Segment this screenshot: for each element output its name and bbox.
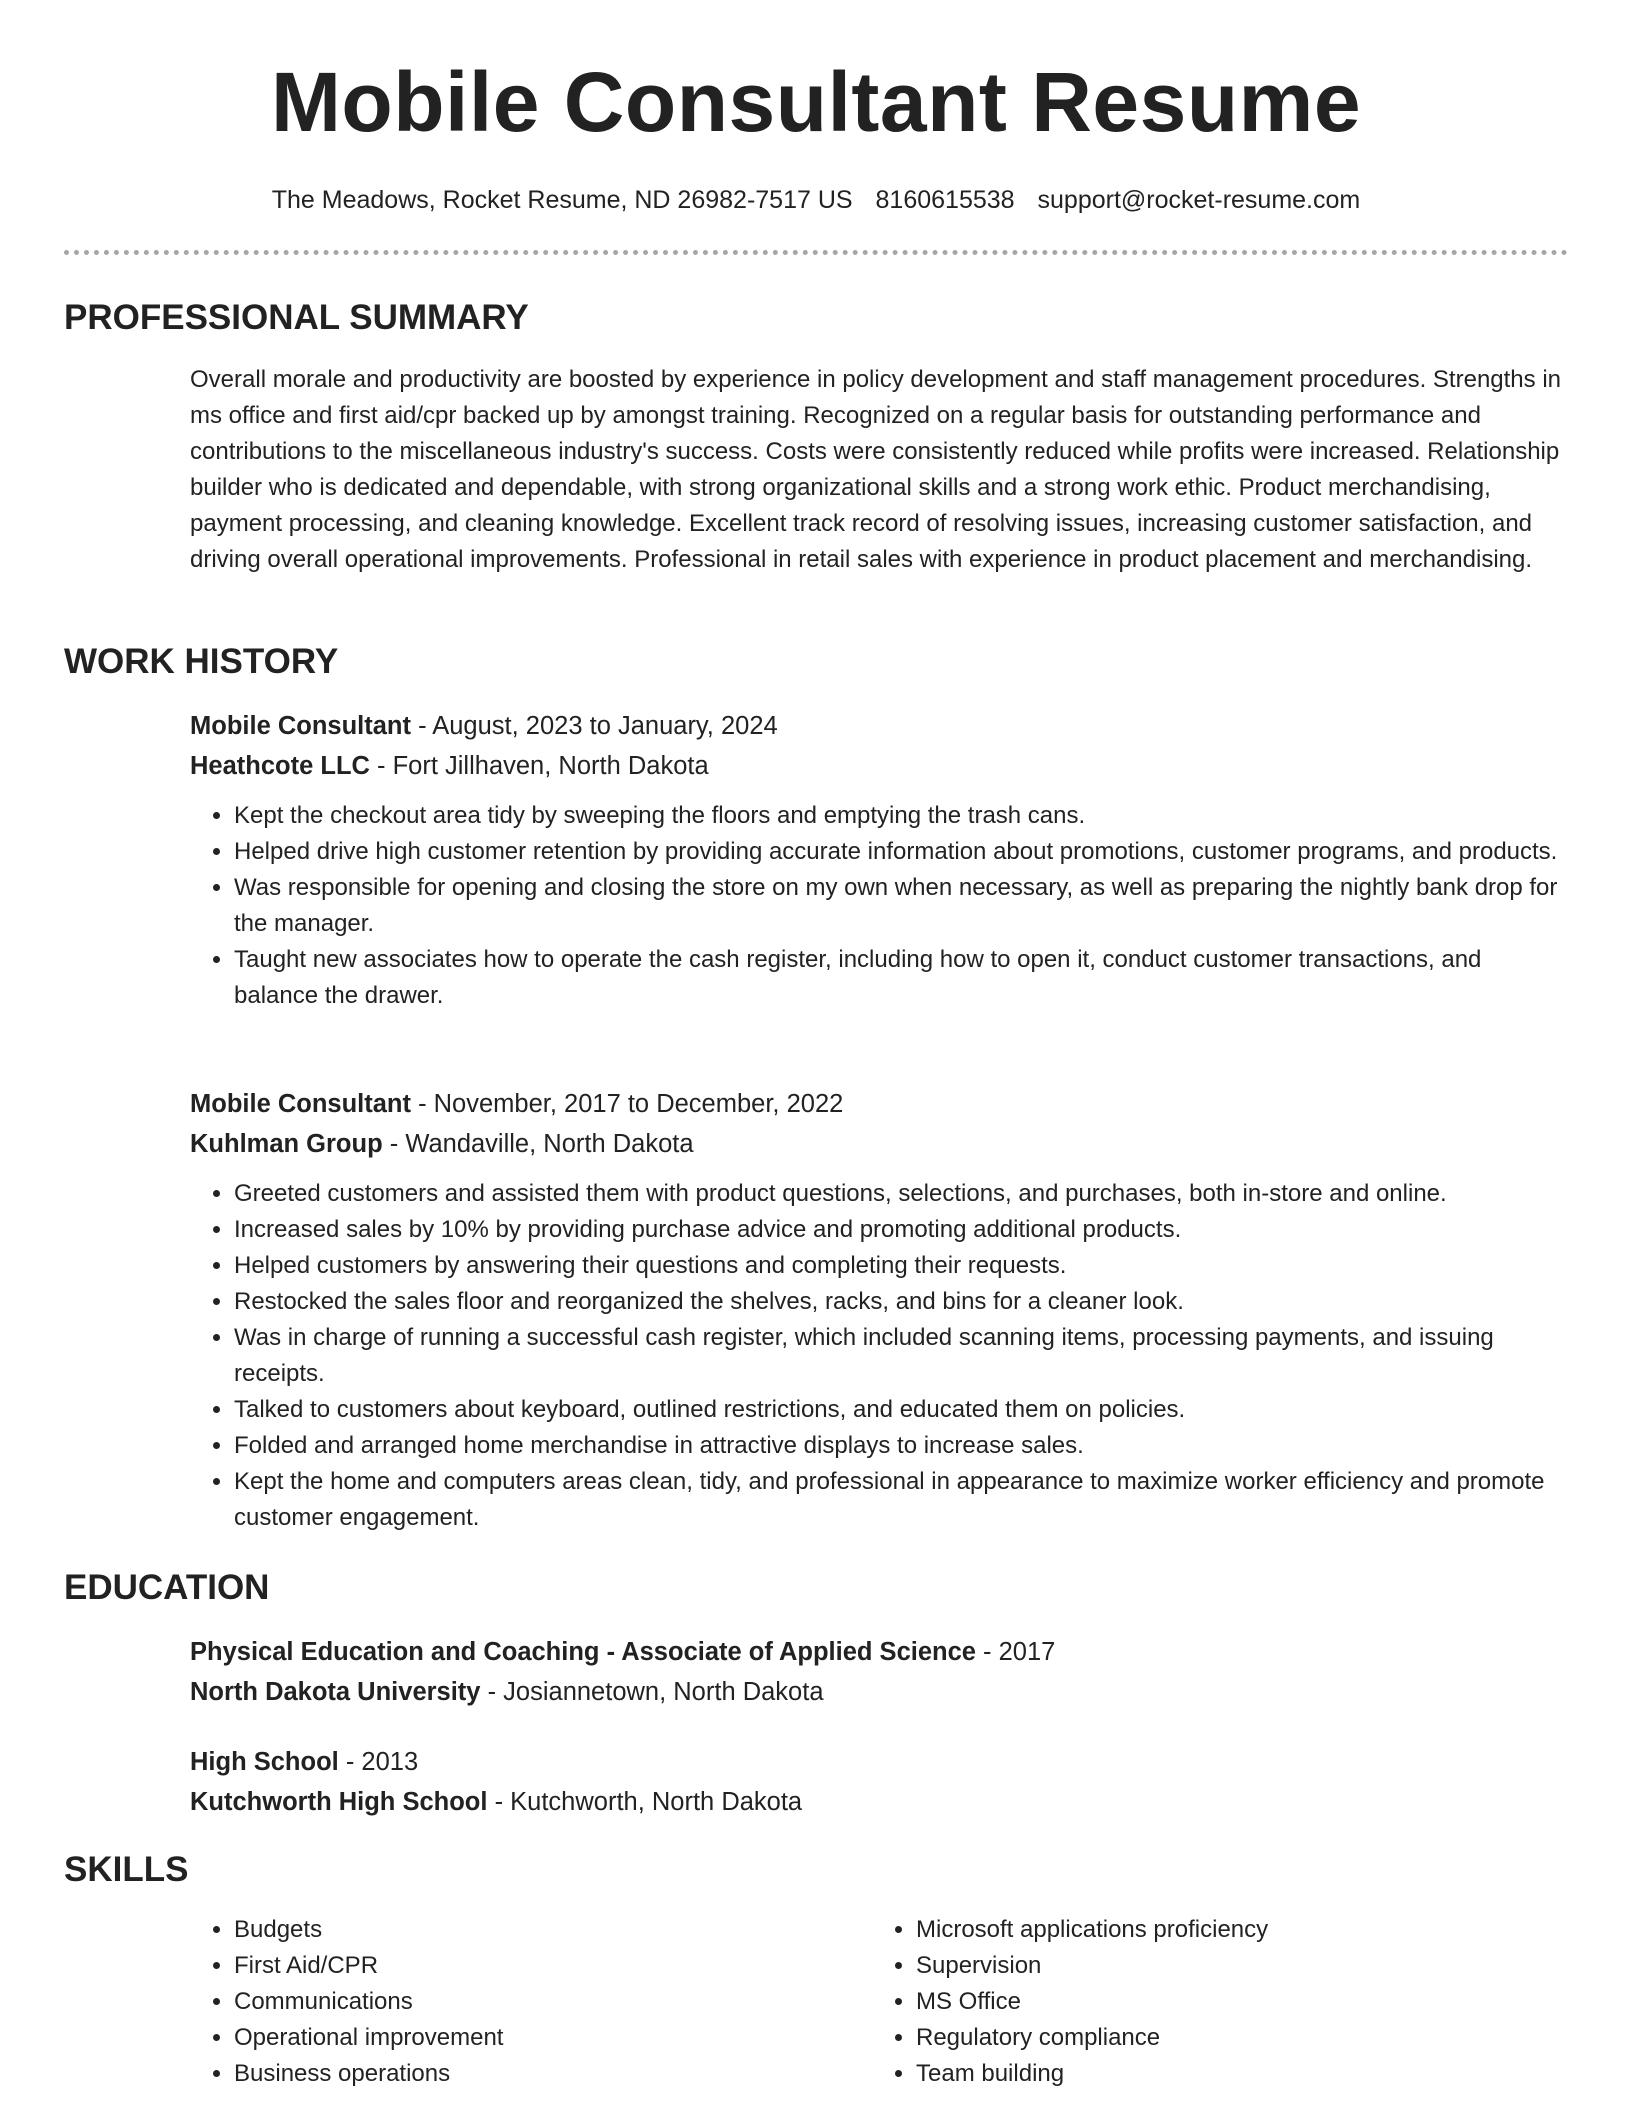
school-line	[190, 1782, 1568, 1822]
skill-item: • Budgets	[234, 1912, 850, 1948]
summary-section	[190, 362, 1568, 578]
job-bullets	[190, 1176, 1568, 1536]
resume-title: Mobile Consultant Resume	[270, 55, 1362, 149]
school-name: Kutchworth High School	[190, 1788, 488, 1816]
degree-line	[190, 1742, 1568, 1782]
job-dates: - November, 2017 to December, 2022	[410, 1090, 844, 1118]
work-history-heading: WORK HISTORY	[64, 642, 339, 681]
job-location: - Fort Jillhaven, North Dakota	[369, 752, 709, 780]
skill-item: • Supervision	[916, 1948, 1568, 1984]
skill-item: • First Aid/CPR	[234, 1948, 850, 1984]
school-name: North Dakota University	[190, 1678, 481, 1706]
skill-item: • Business operations	[234, 2056, 850, 2092]
job-company-line	[190, 746, 1568, 786]
list-item: • Helped drive high customer retention by providing accurate information about promotions, customer programs, and products.	[234, 834, 1568, 870]
job-entry-1	[190, 706, 1568, 1014]
job-title-line	[190, 706, 1568, 746]
skills-section	[190, 1912, 1568, 2112]
job-bullets	[190, 798, 1568, 1014]
summary-text: Overall morale and productivity are boosted by experience in policy development and staff management procedures. Strengths in ms office and first aid/cpr backed up by amongst training. Recognized on a regular basis for outstanding performance and contributions to the miscellaneous industry's success. Costs were consistently reduced while profits were increased. Relationship builder who is dedicated and dependable, with strong organizational skills and a strong work ethic. Product merchandising, payment processing, and cleaning knowledge. Excellent track record of resolving issues, increasing customer satisfaction, and driving overall operational improvements. Professional in retail sales with experience in product placement and merchandising.	[190, 366, 1561, 573]
skill-item: • Communications	[234, 1984, 850, 2020]
contact-phone: 8160615538	[875, 186, 1015, 214]
list-item: • Kept the checkout area tidy by sweeping the floors and emptying the trash cans.	[234, 798, 1568, 834]
skills-column-right	[872, 1912, 1568, 2092]
contact-line	[0, 180, 1632, 220]
job-title-line	[190, 1084, 1568, 1124]
list-item: • Taught new associates how to operate the cash register, including how to open it, conduct customer transactions, and balance the drawer.	[234, 942, 1568, 1014]
list-item: • Restocked the sales floor and reorganized the shelves, racks, and bins for a cleaner look.	[234, 1284, 1568, 1320]
header-divider	[64, 250, 1568, 255]
degree-year: - 2013	[338, 1748, 419, 1776]
list-item: • Helped customers by answering their questions and completing their requests.	[234, 1248, 1568, 1284]
job-role: Mobile Consultant	[190, 712, 411, 740]
skill-item: • Regulatory compliance	[916, 2020, 1568, 2056]
list-item: • Was responsible for opening and closing the store on my own when necessary, as well as preparing the nightly bank drop for the manager.	[234, 870, 1568, 942]
school-location: - Josiannetown, North Dakota	[480, 1678, 824, 1706]
job-company-line	[190, 1124, 1568, 1164]
school-line	[190, 1672, 1568, 1712]
job-company: Heathcote LLC	[190, 752, 370, 780]
list-item: • Greeted customers and assisted them with product questions, selections, and purchases, both in-store and online.	[234, 1176, 1568, 1212]
degree-name: High School	[190, 1748, 339, 1776]
skills-list	[190, 1912, 850, 2092]
list-item: • Talked to customers about keyboard, outlined restrictions, and educated them on policies.	[234, 1392, 1568, 1428]
skills-list	[872, 1912, 1568, 2092]
job-entry-2	[190, 1084, 1568, 1536]
job-company: Kuhlman Group	[190, 1130, 383, 1158]
job-role: Mobile Consultant	[190, 1090, 411, 1118]
job-dates: - August, 2023 to January, 2024	[410, 712, 778, 740]
degree-line	[190, 1632, 1568, 1672]
list-item: • Increased sales by 10% by providing purchase advice and promoting additional products.	[234, 1212, 1568, 1248]
summary-heading: PROFESSIONAL SUMMARY	[64, 298, 529, 337]
education-entry-2	[190, 1742, 1568, 1822]
skill-item: • MS Office	[916, 1984, 1568, 2020]
list-item: • Was in charge of running a successful cash register, which included scanning items, processing payments, and issuing receipts.	[234, 1320, 1568, 1392]
contact-address: The Meadows, Rocket Resume, ND 26982-7517 US	[271, 186, 853, 214]
skill-item: • Operational improvement	[234, 2020, 850, 2056]
skills-heading: SKILLS	[64, 1850, 189, 1889]
job-location: - Wandaville, North Dakota	[382, 1130, 694, 1158]
contact-email: support@rocket-resume.com	[1037, 186, 1361, 214]
list-item: • Kept the home and computers areas clean, tidy, and professional in appearance to maximize worker efficiency and promote customer engagement.	[234, 1464, 1568, 1536]
list-item: • Folded and arranged home merchandise in attractive displays to increase sales.	[234, 1428, 1568, 1464]
education-heading: EDUCATION	[64, 1568, 270, 1607]
skills-column-left	[190, 1912, 850, 2092]
education-entry-1	[190, 1632, 1568, 1712]
degree-name: Physical Education and Coaching - Associate of Applied Science	[190, 1638, 976, 1666]
school-location: - Kutchworth, North Dakota	[487, 1788, 803, 1816]
skill-item: • Microsoft applications proficiency	[916, 1912, 1568, 1948]
skill-item: • Team building	[916, 2056, 1568, 2092]
degree-year: - 2017	[975, 1638, 1056, 1666]
